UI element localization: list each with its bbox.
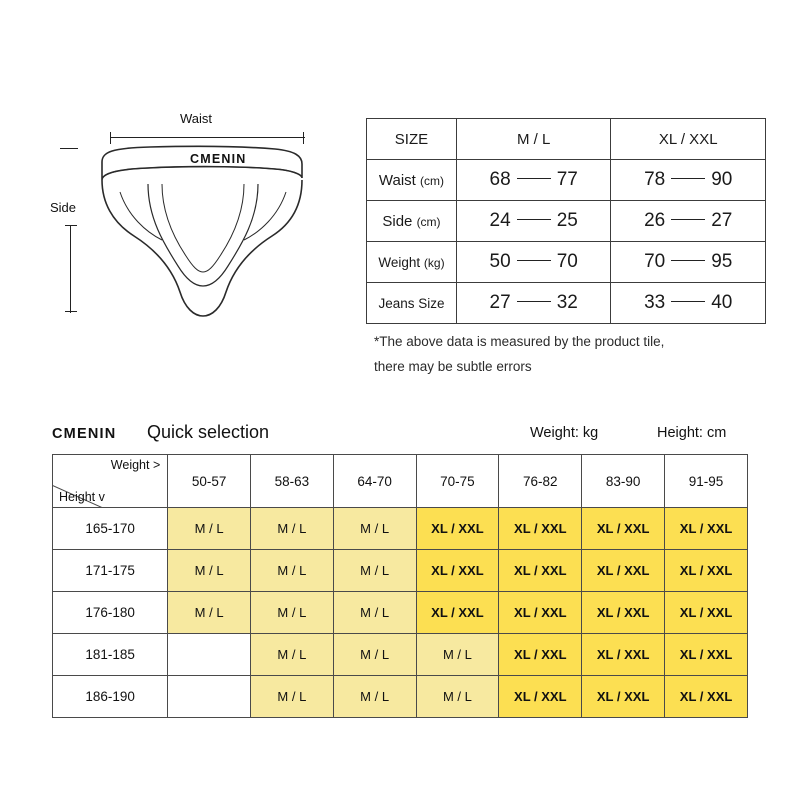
size-cell: M / L xyxy=(333,592,416,634)
header-ml: M / L xyxy=(456,119,611,160)
value-to: 40 xyxy=(711,292,733,313)
table-row xyxy=(53,676,748,718)
size-cell xyxy=(168,634,251,676)
height-row-header: 181-185 xyxy=(53,634,168,676)
cell-weight-xl xyxy=(611,242,766,283)
underwear-illustration-icon xyxy=(90,140,320,325)
weight-column-header: 58-63 xyxy=(251,455,334,508)
height-row-header: 176-180 xyxy=(53,592,168,634)
size-cell xyxy=(168,676,251,718)
size-cell: XL / XXL xyxy=(499,550,582,592)
range-dash xyxy=(517,219,551,220)
side-bar-line xyxy=(70,225,71,313)
quick-selection-table xyxy=(52,454,748,718)
value-from: 70 xyxy=(644,251,666,272)
cell-weight-ml xyxy=(456,242,611,283)
size-cell: XL / XXL xyxy=(499,676,582,718)
table-row xyxy=(53,508,748,550)
value-from: 50 xyxy=(489,251,511,272)
value-to: 77 xyxy=(556,169,578,190)
brand-logo-label: CMENIN xyxy=(52,426,117,442)
value-from: 78 xyxy=(644,169,666,190)
weight-column-header: 76-82 xyxy=(499,455,582,508)
size-cell: XL / XXL xyxy=(499,634,582,676)
value-from: 26 xyxy=(644,210,666,231)
weight-column-header: 70-75 xyxy=(416,455,499,508)
value-from: 33 xyxy=(644,292,666,313)
size-cell: M / L xyxy=(333,676,416,718)
size-cell: XL / XXL xyxy=(665,634,748,676)
quick-selection-title: Quick selection xyxy=(147,422,270,442)
row-label-text: Weight xyxy=(378,254,421,270)
value-to: 27 xyxy=(711,210,733,231)
table-row xyxy=(367,201,766,242)
row-label-text: Jeans Size xyxy=(378,295,445,311)
corner-weight-label: Weight > xyxy=(110,458,161,472)
brand-logo-label: CMENIN xyxy=(190,152,247,166)
size-cell: XL / XXL xyxy=(582,676,665,718)
row-unit-text: (cm) xyxy=(416,214,441,229)
weight-column-header: 50-57 xyxy=(168,455,251,508)
table-row xyxy=(367,160,766,201)
cell-waist-ml xyxy=(456,160,611,201)
table-row xyxy=(53,634,748,676)
axis-corner-cell xyxy=(53,455,168,508)
value-from: 27 xyxy=(489,292,511,313)
row-unit-text: (kg) xyxy=(423,255,445,270)
range-dash xyxy=(671,219,705,220)
table-header-row xyxy=(367,119,766,160)
weight-column-header: 83-90 xyxy=(582,455,665,508)
value-to: 32 xyxy=(556,292,578,313)
size-cell: M / L xyxy=(251,550,334,592)
size-cell: XL / XXL xyxy=(665,550,748,592)
height-unit-label: Height: cm xyxy=(657,425,727,441)
weight-column-header: 91-95 xyxy=(665,455,748,508)
quick-selection-header xyxy=(52,422,752,450)
range-dash xyxy=(517,178,551,179)
row-label-text: Side xyxy=(382,212,413,230)
height-row-header: 171-175 xyxy=(53,550,168,592)
cell-side-xl xyxy=(611,201,766,242)
measurement-note xyxy=(374,330,774,380)
size-cell: XL / XXL xyxy=(582,508,665,550)
size-cell: M / L xyxy=(168,550,251,592)
row-label-side xyxy=(367,201,457,242)
range-dash xyxy=(517,260,551,261)
size-cell: M / L xyxy=(333,508,416,550)
size-cell: M / L xyxy=(416,676,499,718)
size-cell: XL / XXL xyxy=(499,592,582,634)
note-line-2: there may be subtle errors xyxy=(374,358,532,374)
size-cell: XL / XXL xyxy=(665,508,748,550)
note-line-1: *The above data is measured by the product tile, xyxy=(374,334,665,349)
corner-height-label: Height v xyxy=(59,490,105,504)
height-row-header: 165-170 xyxy=(53,508,168,550)
size-cell: XL / XXL xyxy=(582,634,665,676)
size-cell: XL / XXL xyxy=(416,508,499,550)
header-xlxxl: XL / XXL xyxy=(611,119,766,160)
range-dash xyxy=(671,260,705,261)
row-unit-text: (cm) xyxy=(420,173,445,188)
size-cell: M / L xyxy=(251,508,334,550)
value-to: 25 xyxy=(556,210,578,231)
table-row xyxy=(53,592,748,634)
table-row xyxy=(53,550,748,592)
value-from: 24 xyxy=(489,210,511,231)
size-cell: M / L xyxy=(416,634,499,676)
range-dash xyxy=(671,178,705,179)
size-cell: M / L xyxy=(333,550,416,592)
table-header-row xyxy=(53,455,748,508)
row-label-weight xyxy=(367,242,457,283)
size-cell: M / L xyxy=(168,508,251,550)
range-dash xyxy=(671,301,705,302)
header-size: SIZE xyxy=(367,119,457,160)
table-row xyxy=(367,242,766,283)
size-cell: XL / XXL xyxy=(665,592,748,634)
size-cell: M / L xyxy=(251,634,334,676)
size-cell: XL / XXL xyxy=(416,592,499,634)
size-cell: XL / XXL xyxy=(499,508,582,550)
range-dash xyxy=(517,301,551,302)
size-cell: XL / XXL xyxy=(665,676,748,718)
garment-diagram xyxy=(40,95,350,325)
weight-column-header: 64-70 xyxy=(333,455,416,508)
value-to: 70 xyxy=(556,251,578,272)
size-cell: M / L xyxy=(168,592,251,634)
height-row-header: 186-190 xyxy=(53,676,168,718)
value-to: 90 xyxy=(711,169,733,190)
size-cell: M / L xyxy=(251,592,334,634)
row-label-waist xyxy=(367,160,457,201)
side-bar-top-cap xyxy=(65,225,77,226)
row-label-jeans-size xyxy=(367,283,457,324)
row-label-text: Waist xyxy=(378,171,416,189)
table-row xyxy=(367,283,766,324)
cell-jeans-ml xyxy=(456,283,611,324)
cell-jeans-xl xyxy=(611,283,766,324)
size-cell: XL / XXL xyxy=(582,592,665,634)
cell-side-ml xyxy=(456,201,611,242)
weight-unit-label: Weight: kg xyxy=(530,425,599,441)
waist-measure-label: Waist xyxy=(180,111,213,126)
size-cell: XL / XXL xyxy=(582,550,665,592)
side-measure-bar xyxy=(65,225,77,313)
waist-bar-line xyxy=(110,137,305,138)
cell-waist-xl xyxy=(611,160,766,201)
side-top-tick xyxy=(60,148,78,149)
size-specification-table xyxy=(366,118,766,324)
side-bar-bottom-cap xyxy=(65,311,77,312)
value-from: 68 xyxy=(489,169,511,190)
side-measure-label: Side xyxy=(50,200,77,215)
size-cell: M / L xyxy=(251,676,334,718)
size-cell: XL / XXL xyxy=(416,550,499,592)
quick-selection-section xyxy=(0,400,800,800)
size-cell: M / L xyxy=(333,634,416,676)
value-to: 95 xyxy=(711,251,733,272)
